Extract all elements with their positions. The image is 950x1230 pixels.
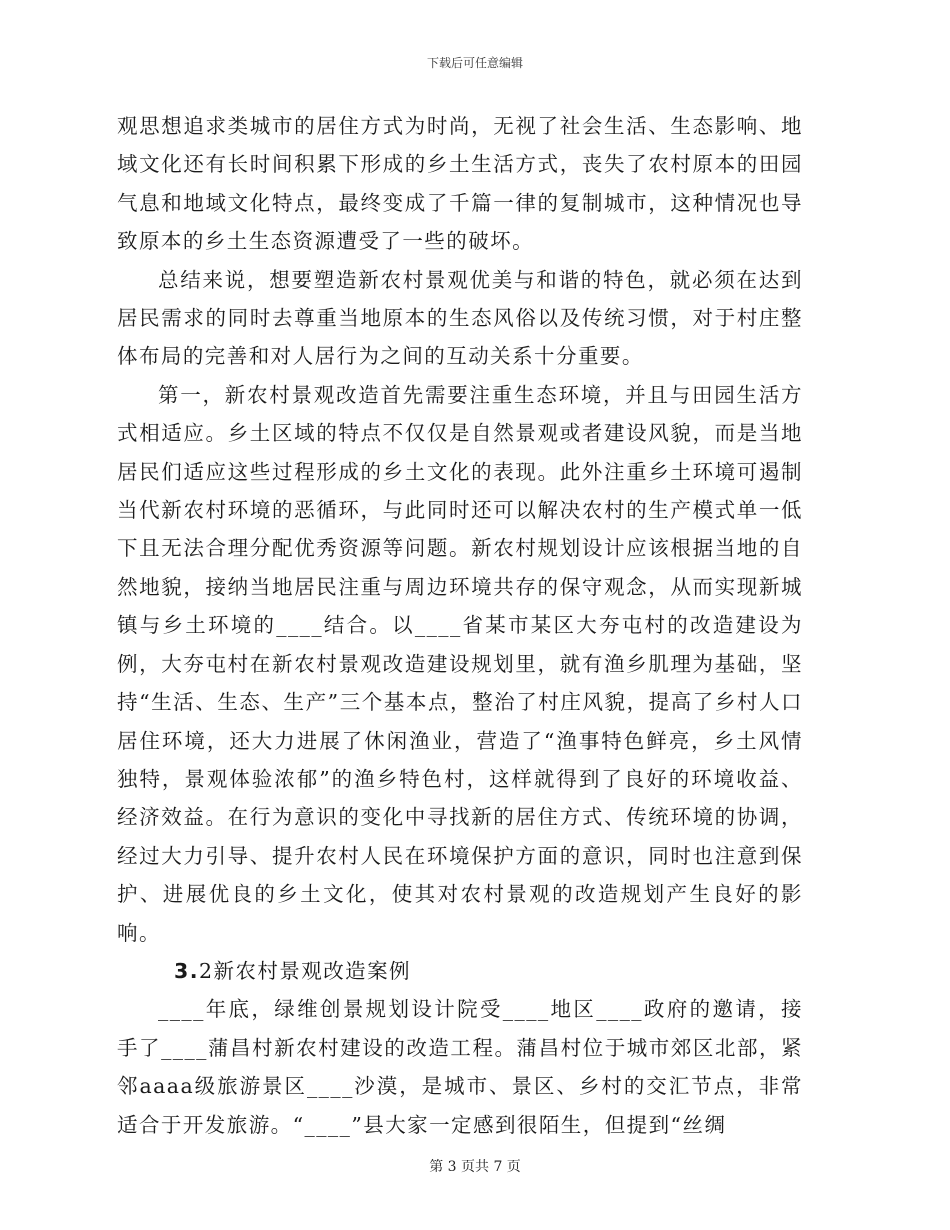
paragraph-case-study: ____年底，绿维创景规划设计院受____地区____政府的邀请，接手了____蒲昌村新农村建设的改造工程。蒲昌村位于城市郊区北部，紧邻aaaa级旅游景区____沙漠，是城市、景区、乡村的交汇节点，非常适合于开发旅游。“____”县大家一定感到很陌生，但提到“丝绸 xyxy=(117,997,803,1137)
section-title: 2新农村景观改造案例 xyxy=(198,958,411,983)
section-heading xyxy=(117,952,803,990)
paragraph-continuation: 观思想追求类城市的居住方式为时尚，无视了社会生活、生态影响、地域文化还有长时间积累下形成的乡土生活方式，丧失了农村原本的田园气息和地域文化特点，最终变成了千篇一律的复制城市，这种情况也导致原本的乡土生态资源遭受了一些的破坏。 xyxy=(117,114,803,254)
document-body xyxy=(117,107,803,1144)
paragraph-summary: 总结来说，想要塑造新农村景观优美与和谐的特色，就必须在达到居民需求的同时去尊重当地原本的生态风俗以及传统习惯，对于村庄整体布局的完善和对人居行为之间的互动关系十分重要。 xyxy=(117,267,803,369)
section-number: 3. xyxy=(174,958,199,983)
paragraph-first-point: 第一，新农村景观改造首先需要注重生态环境，并且与田园生活方式相适应。乡土区域的特点不仅仅是自然景观或者建设风貌，而是当地居民们适应这些过程形成的乡土文化的表现。此外注重乡土环境可遏制当代新农村环境的恶循环，与此同时还可以解决农村的生产模式单一低下且无法合理分配优秀资源等问题。新农村规划设计应该根据当地的自然地貌，接纳当地居民注重与周边环境共存的保守观念，从而实现新城镇与乡土环境的____结合。以____省某市某区大夯屯村的改造建设为例，大夯屯村在新农村景观改造建设规划里，就有渔乡肌理为基础，坚持“生活、生态、生产”三个基本点，整治了村庄风貌，提高了乡村人口居住环境，还大力进展了休闲渔业，营造了“渔事特色鲜亮，乡土风情独特，景观体验浓郁”的渔乡特色村，这样就得到了良好的环境收益、经济效益。在行为意识的变化中寻找新的居住方式、传统环境的协调，经过大力引导、提升农村人民在环境保护方面的意识，同时也注意到保护、进展优良的乡土文化，使其对农村景观的改造规划产生良好的影响。 xyxy=(117,382,803,945)
page-header: 下载后可任意编辑 xyxy=(426,56,523,70)
page-footer: 第 3 页共 7 页 xyxy=(429,1159,521,1175)
